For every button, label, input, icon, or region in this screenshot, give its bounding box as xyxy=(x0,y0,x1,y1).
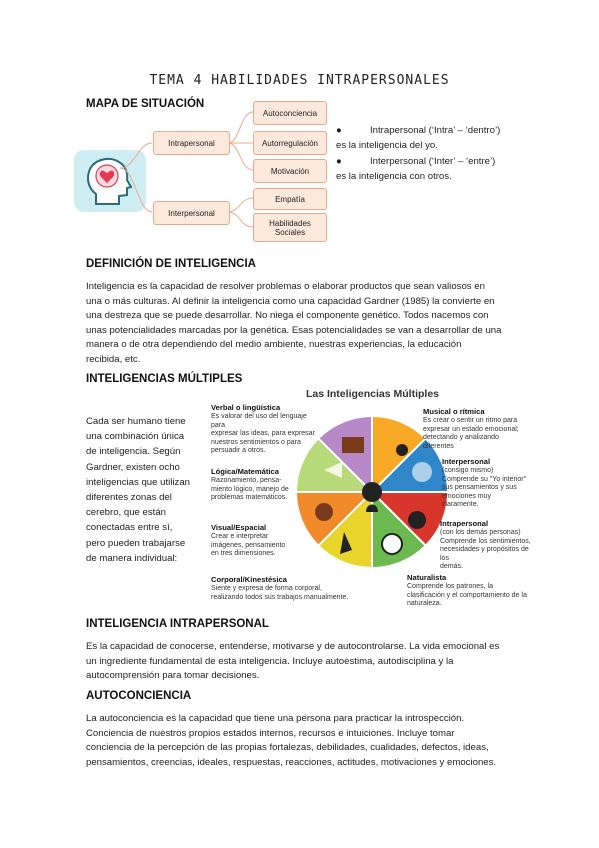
label-line: realizando todos sus trabajos manualmente. xyxy=(211,593,349,601)
habilidades-line-1: Habilidades xyxy=(269,218,311,228)
mapa-heading: MAPA DE SITUACIÓN xyxy=(86,98,205,110)
label-line: naturaleza. xyxy=(407,600,442,608)
label-line: clasificación y el comportamiento de la xyxy=(407,591,527,599)
figure-title: Las Inteligencias Múltiples xyxy=(305,388,440,400)
label-title: Lógica/Matemática xyxy=(211,467,279,476)
bullet-dot: ● xyxy=(336,125,342,136)
map-node-interpersonal: Interpersonal xyxy=(153,201,230,225)
label-line: Comprende los patrones, la xyxy=(407,583,493,591)
text-line: autocomprensión para tomar decisiones. xyxy=(86,670,260,682)
label-line: problemas matemáticos. xyxy=(211,494,288,502)
text-line: Gardner, existen ocho xyxy=(86,461,180,473)
label-musical xyxy=(423,408,535,451)
intrapersonal-heading: INTELIGENCIA INTRAPERSONAL xyxy=(86,618,269,630)
label-line: expresar las ideas, para expresar xyxy=(211,430,315,438)
habilidades-line-2: Sociales xyxy=(274,227,306,237)
label-line: necesidades y propósitos de los xyxy=(440,546,529,562)
bullet-dot: ● xyxy=(336,156,342,167)
autoconciencia-paragraph xyxy=(86,712,515,770)
label-line: expresar un estado emocional; xyxy=(423,425,519,433)
text-line: una o más culturas. Al definir la inteligencia como una capacidad Gardner (1985) la convierte en xyxy=(86,295,495,307)
map-node-autoconciencia: Autoconciencia xyxy=(253,101,327,125)
map-node-habilidades-sociales xyxy=(253,213,327,242)
label-line: Comprende los sentimientos, xyxy=(440,537,531,545)
map-node-empatia: Empatía xyxy=(253,188,327,210)
text-line: pensamientos, creencias, ideales, respuestas, reacciones, actitudes, motivaciones y emociones. xyxy=(86,756,497,768)
map-node-motivacion: Motivación xyxy=(253,159,327,183)
label-verbal xyxy=(211,404,316,455)
label-line: Siente y expresa de forma corporal, xyxy=(211,585,322,593)
text-line: Es la capacidad de conocerse, entenderse, motivarse y de autocontrolarse. La vida emocional es xyxy=(86,641,500,652)
label-line: claramente. xyxy=(442,501,479,509)
label-line: Crear e interpretar xyxy=(211,533,269,541)
text-line: cerebro, que están xyxy=(86,507,167,519)
label-title: Verbal o lingüística xyxy=(211,403,281,412)
label-line: Es crear o sentir un ritmo para xyxy=(423,417,518,425)
label-intrapersonal xyxy=(440,520,538,571)
text-line: Inteligencia es la capacidad de resolver problemas o elaborar productos que sean valiosos en xyxy=(86,281,485,292)
multiples-side-text xyxy=(86,414,211,566)
label-line: miento lógico, manejo de xyxy=(211,485,289,493)
bullet-inter-line1: Interpersonal (‘Inter’ – ‘entre’) xyxy=(370,156,496,167)
label-line: detectando y analizando xyxy=(423,434,499,442)
text-line: diferentes zonas del xyxy=(86,492,172,504)
label-line: imágenes, pensamiento xyxy=(211,541,286,549)
label-line: Comprende su "Yo interior" xyxy=(442,475,527,483)
label-line: sus pensamientos y sus xyxy=(442,484,517,492)
definicion-heading: DEFINICIÓN DE INTELIGENCIA xyxy=(86,258,256,270)
label-title: Musical o rítmica xyxy=(423,407,485,416)
text-line: inteligencias que utilizan xyxy=(86,476,190,488)
bullet-intra-line1: Intrapersonal (‘Intra’ – ‘dentro’) xyxy=(370,125,501,136)
label-line: (consigo mismo) xyxy=(442,467,494,475)
label-title: Corporal/Kinestésica xyxy=(211,575,287,584)
intrapersonal-paragraph xyxy=(86,640,515,684)
label-line: Es valorar del uso del lenguaje para xyxy=(211,413,307,429)
bullet-inter-line2: es la inteligencia con otros. xyxy=(336,171,452,182)
label-corporal xyxy=(211,576,371,602)
text-line: una combinación única xyxy=(86,431,185,443)
label-line: nuestros sentimientos o para xyxy=(211,438,301,446)
label-line: emociones muy xyxy=(442,492,492,500)
text-line: La autoconciencia es la capacidad que tiene una persona para practicar la introspección. xyxy=(86,713,465,724)
map-node-autorregulacion: Autorregulación xyxy=(253,131,327,155)
text-line: Conciencia de nuestros propios estados internos, recursos e intuiciones. Incluye tomar xyxy=(86,727,455,739)
label-line: persuadir a otros. xyxy=(211,447,266,455)
text-line: conectadas entre sí, xyxy=(86,522,173,534)
text-line: recibida, etc. xyxy=(86,353,141,365)
map-node-intrapersonal: Intrapersonal xyxy=(153,131,230,155)
label-title: Visual/Espacial xyxy=(211,523,267,532)
text-line: conciencia de la percepción de las propias fortalezas, debilidades, cualidades, defectos, ideas, xyxy=(86,742,489,754)
label-naturalista xyxy=(407,574,537,609)
page-title: TEMA 4 HABILIDADES INTRAPERSONALES xyxy=(149,73,450,88)
multiple-intelligences-figure xyxy=(207,386,538,610)
multiples-heading: INTELIGENCIAS MÚLTIPLES xyxy=(86,373,243,385)
text-line: de inteligencia. Según xyxy=(86,446,181,458)
autoconciencia-heading: AUTOCONCIENCIA xyxy=(86,690,192,702)
label-visual xyxy=(211,524,293,559)
text-line: de manera individual: xyxy=(86,552,178,564)
text-line: unas potencialidades marcadas por la genética. Esas potencialidades se van a desarrollar de una xyxy=(86,324,502,336)
label-title: Intrapersonal xyxy=(440,519,489,528)
label-line: demás. xyxy=(440,563,463,571)
text-line: un ingrediente fundamental de esta inteligencia. Incluye autoestima, autodisciplina y la xyxy=(86,655,454,667)
text-line: una destreza que se puede desarrollar. No niega el componente genético. Todos nacemos con xyxy=(86,310,489,322)
label-title: Naturalista xyxy=(407,573,447,582)
text-line: manera o de otra dependiendo del medio ambiente, nuestras experiencias, la educación xyxy=(86,339,462,351)
bullet-intra-line2: es la inteligencia del yo. xyxy=(336,140,438,151)
text-line: Cada ser humano tiene xyxy=(86,416,186,427)
text-line: pero pueden trabajarse xyxy=(86,537,186,549)
label-line: diferentes xyxy=(423,442,454,450)
label-line: (con los demás personas) xyxy=(440,529,521,537)
label-line: en tres dimensiones. xyxy=(211,550,276,558)
label-line: Razonamiento, pensa- xyxy=(211,477,282,485)
label-logica xyxy=(211,468,301,503)
label-interpersonal xyxy=(442,458,537,509)
definicion-paragraph xyxy=(86,280,515,368)
label-title: Interpersonal xyxy=(442,457,491,466)
